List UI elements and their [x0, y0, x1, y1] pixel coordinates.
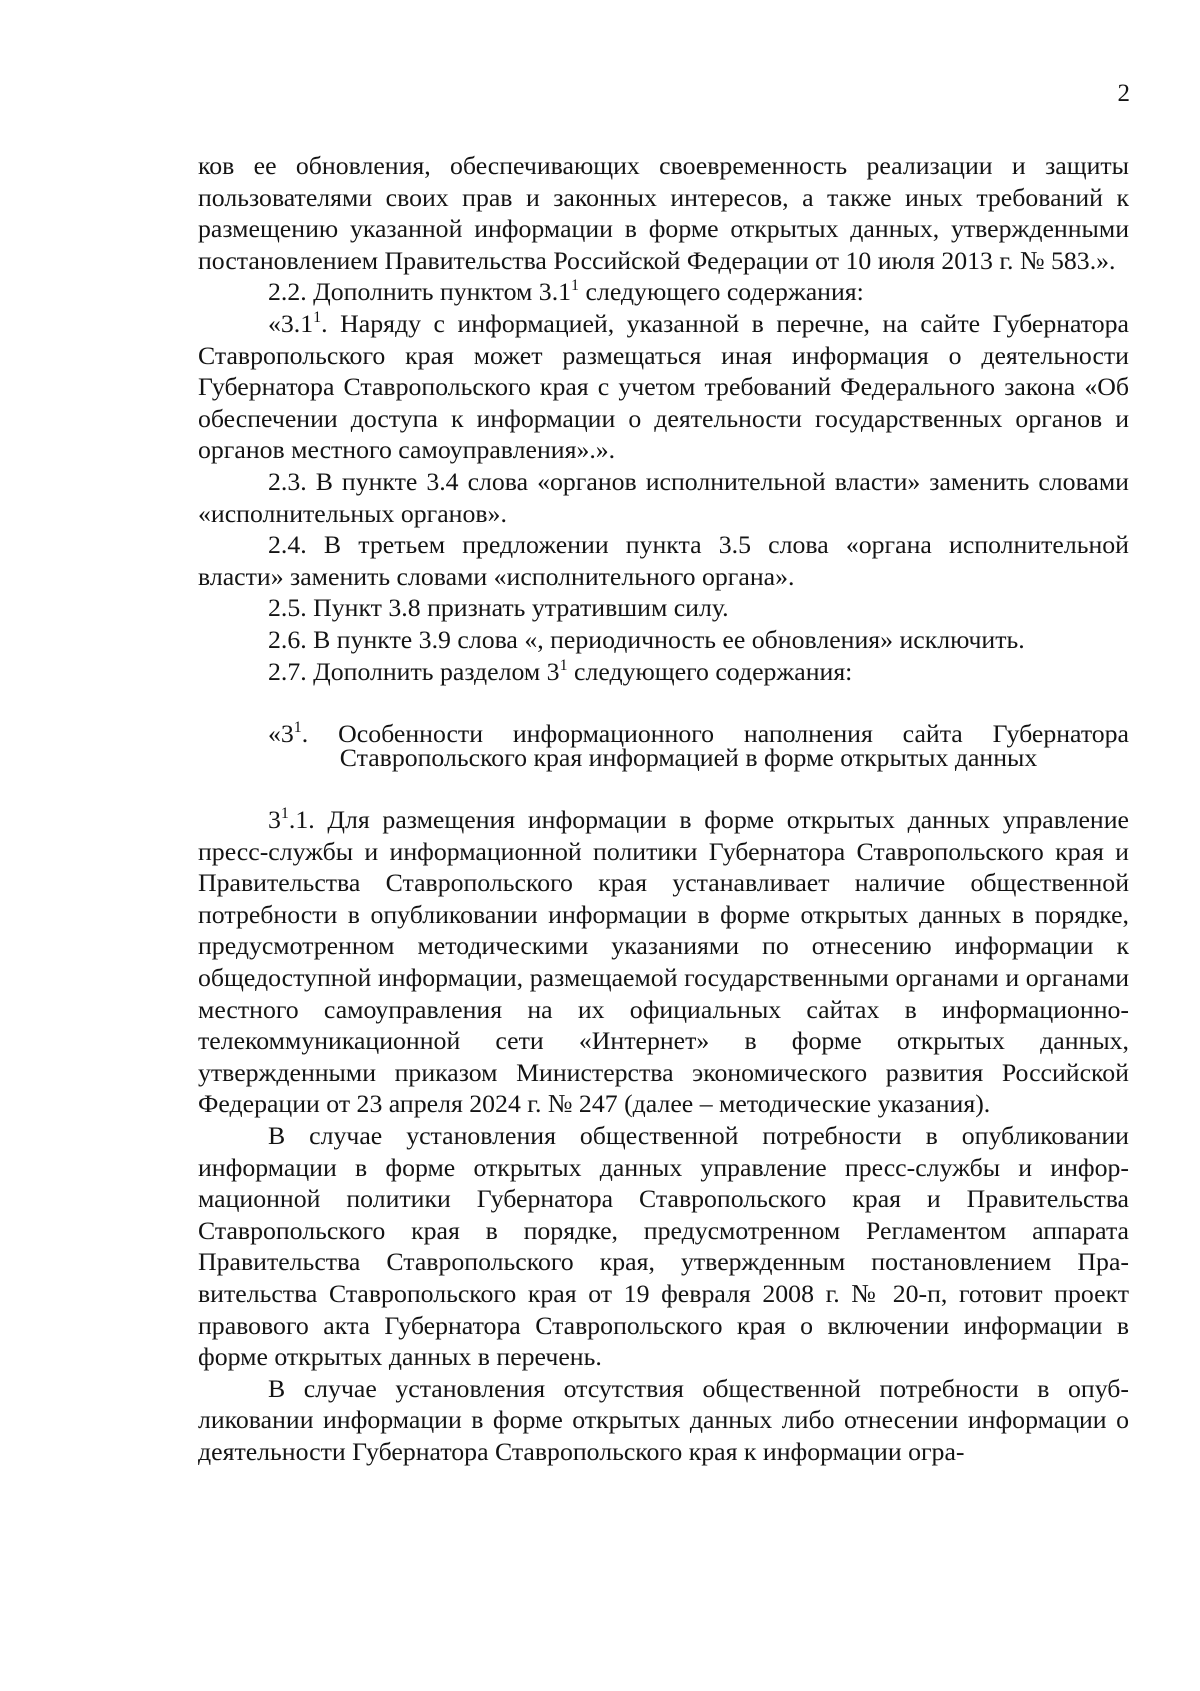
- section-heading-line-2: Ставропольского края информацией в форме открытых данных: [339, 743, 1038, 773]
- heading-text: «3: [268, 719, 294, 749]
- superscript: 1: [571, 277, 580, 295]
- paragraph-text: 2.6. В пункте 3.9 слова «, периодичность ее обновления» исключить.: [268, 624, 1025, 654]
- superscript: 1: [313, 308, 322, 326]
- paragraph-text: .1. Для размещения информации в форме открытых данных управление пресс-службы и информационной политики Губернатора Ставропольского края и Правительства Ставропольского края устанавливает наличие общественной потребности в опубликовании информации в форме открытых данных в порядке, предусмотренном методическими указаниями по отнесению информации к общедоступной информации, размещаемой государственными органами и органами местного самоуправления на их официальных сайтах в информационно-телекоммуникационной сети «Интернет» в форме открытых данных, утвержденными приказом Министерства экономического развития Российской Федерации от 23 апреля 2024 г. № 247 (далее – методические указания).: [198, 805, 1129, 1119]
- superscript: 1: [280, 805, 289, 823]
- paragraph-text: следующего содержания:: [567, 656, 853, 686]
- paragraph-text: . Наряду с информацией, указанной в перечне, на сайте Губернатора Ставропольского края может размещаться иная информация о деятельности Губернатора Ставропольского края с учетом требований Федерального закона «Об обеспечении доступа к информации о деятельности государственных органов и органов местного самоуправления».».: [198, 308, 1129, 465]
- paragraph-public-need: [198, 1120, 1129, 1373]
- paragraph-text: «3.1: [268, 308, 314, 338]
- document-body: [198, 150, 1129, 1468]
- paragraph-text: 3: [268, 805, 281, 835]
- section-heading: [198, 719, 1129, 773]
- paragraph-text: 2.3. В пункте 3.4 слова «органов исполнительной власти» заменить словами «исполнительных органов».: [198, 466, 1129, 528]
- paragraph-text: В случае установления отсутствия общественной потребности в опубликовании информации в форме открытых данных либо отнесении информации о деятельности Губернатора Ставропольского края к информации огра-: [198, 1373, 1129, 1466]
- paragraph-2-7: [198, 656, 1129, 688]
- paragraph-2-5: [198, 592, 1129, 624]
- paragraph-2-6: [198, 624, 1129, 656]
- paragraph-text: В случае установления общественной потребности в опубликовании информации в форме открытых данных управление пресс-службы и информационной политики Губернатора Ставропольского края и Правительства Ставропольского края в порядке, предусмотренном Регламентом аппарата Правительства Ставропольского края, утвержденным постановлением Правительства Ставропольского края от 19 февраля 2008 г. № 20-п, готовит проект правового акта Губернатора Ставропольского края о включении информации в форме открытых данных в перечень.: [198, 1121, 1129, 1372]
- paragraph-2-3: [198, 466, 1129, 529]
- heading-text: . Особенности информационного наполнения сайта Губернатора: [301, 719, 1129, 749]
- paragraph-text: 2.7. Дополнить разделом 3: [268, 656, 560, 686]
- paragraph-continuation: [198, 150, 1129, 276]
- paragraph-no-public-need: [198, 1373, 1129, 1468]
- paragraph-3-1-1: [198, 308, 1129, 466]
- paragraph-text: 2.4. В третьем предложении пункта 3.5 слова «органа исполнительной власти» заменить словами «исполнительного органа».: [198, 530, 1129, 591]
- paragraph-2-2: [198, 276, 1129, 308]
- superscript: 1: [293, 719, 302, 737]
- paragraph-2-4: [198, 529, 1129, 592]
- paragraph-text: ков ее обновления, обеспечивающих своевременность реализации и защиты пользователями своих прав и законных интересов, а также иных требований к размещению указанной информации в форме открытых данных, утвержденными постановлением Правительства Российской Федерации от 10 июля 2013 г. № 583.».: [198, 151, 1129, 275]
- superscript: 1: [559, 656, 568, 674]
- paragraph-text: 2.5. Пункт 3.8 признать утратившим силу.: [268, 593, 729, 623]
- paragraph-text: следующего содержания:: [579, 277, 864, 307]
- paragraph-3-1-1-1: [198, 804, 1129, 1120]
- page-number: 2: [1117, 80, 1130, 107]
- paragraph-text: 2.2. Дополнить пунктом 3.1: [268, 277, 572, 307]
